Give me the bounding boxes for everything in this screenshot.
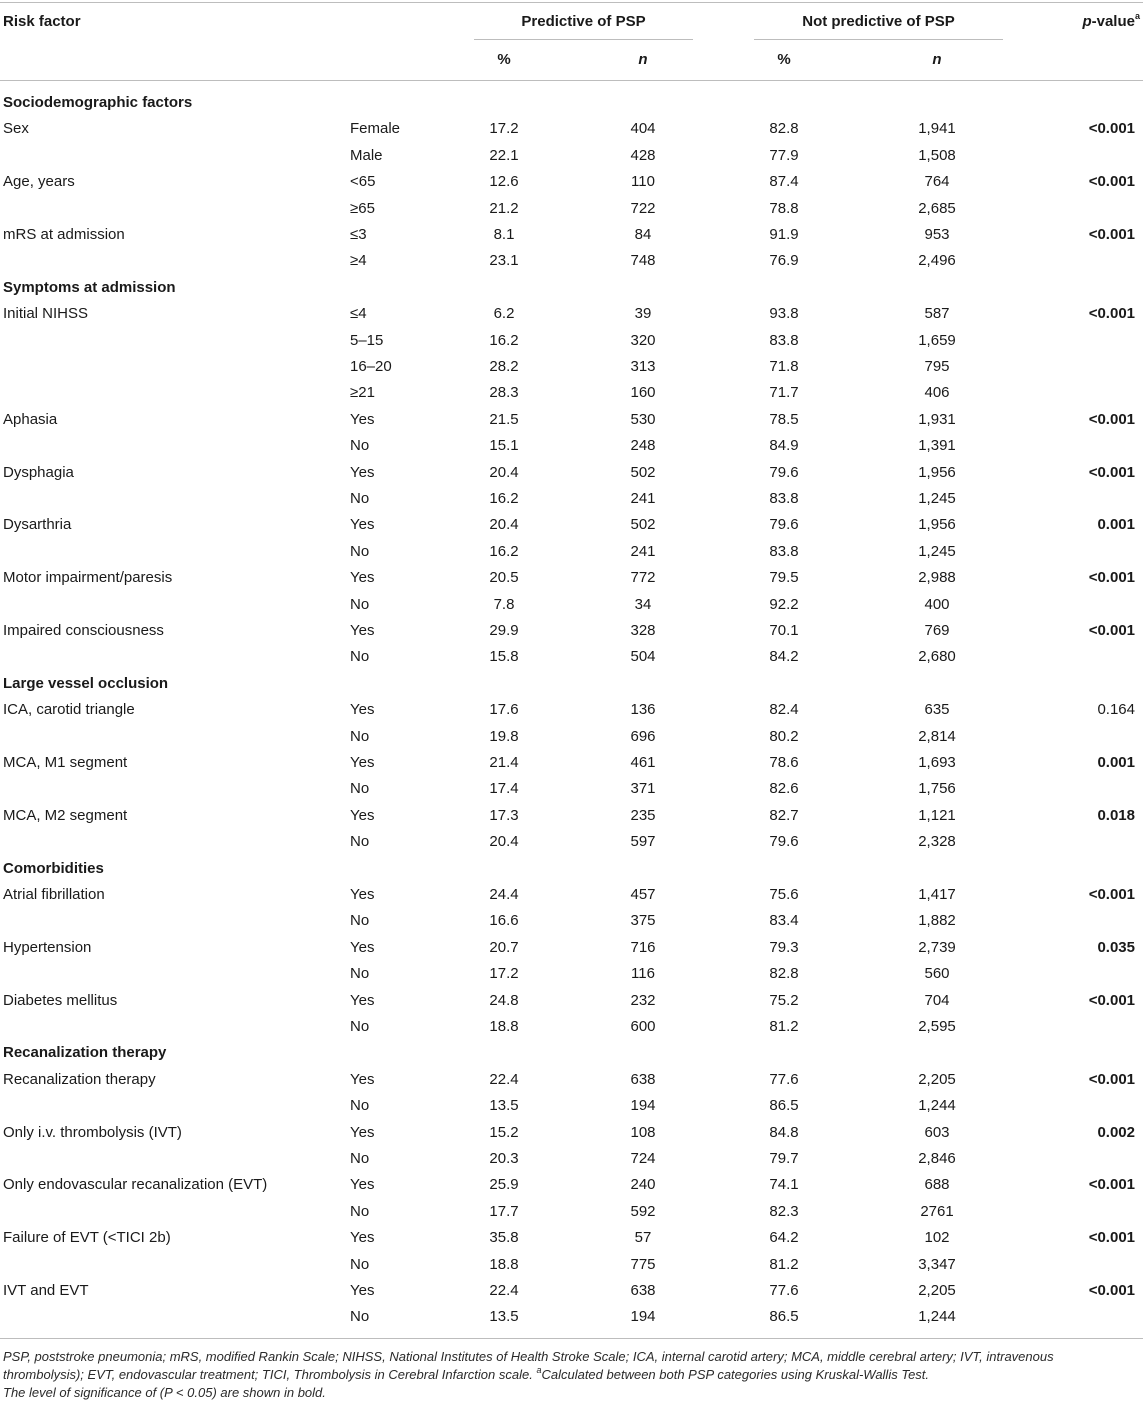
cell-pred-n: 232 [630, 992, 656, 1009]
cell-p: 0.002 [1097, 1124, 1135, 1141]
cell-level: No [350, 1018, 370, 1035]
cell-pred-n: 375 [630, 912, 656, 929]
cell-p: <0.001 [1088, 992, 1135, 1009]
cell-np-n: 2,739 [918, 939, 956, 956]
cell-factor: Failure of EVT (<TICI 2b) [3, 1229, 171, 1246]
cell-np-n: 3,347 [918, 1256, 956, 1273]
cell-np-pct: 79.3 [769, 939, 799, 956]
cell-pred-pct: 22.4 [489, 1071, 519, 1088]
predictive-group-rule [474, 39, 693, 40]
cell-pred-pct: 24.8 [489, 992, 519, 1009]
cell-np-n: 587 [924, 305, 950, 322]
cell-pred-pct: 20.4 [489, 833, 519, 850]
not-predictive-group-rule [754, 39, 1003, 40]
cell-level: No [350, 912, 370, 929]
cell-pred-pct: 28.3 [489, 384, 519, 401]
cell-np-pct: 74.1 [769, 1176, 799, 1193]
cell-np-n: 1,245 [918, 490, 956, 507]
cell-pred-n: 457 [630, 886, 656, 903]
cell-np-pct: 82.6 [769, 780, 799, 797]
cell-np-pct: 79.7 [769, 1150, 799, 1167]
cell-np-n: 1,121 [918, 807, 956, 824]
cell-np-pct: 79.6 [769, 833, 799, 850]
cell-pred-pct: 16.2 [489, 332, 519, 349]
cell-level: Yes [350, 1282, 375, 1299]
cell-pred-pct: 17.2 [489, 965, 519, 982]
cell-pred-n: 110 [631, 173, 655, 190]
cell-np-n: 2,496 [918, 252, 956, 269]
cell-level: Yes [350, 411, 375, 428]
cell-level: Yes [350, 886, 375, 903]
header-risk-factor: Risk factor [3, 13, 81, 30]
cell-pred-n: 241 [630, 490, 656, 507]
cell-p: 0.018 [1097, 807, 1135, 824]
cell-level: Yes [350, 1229, 375, 1246]
top-rule [0, 2, 1143, 3]
cell-factor: Diabetes mellitus [3, 992, 118, 1009]
cell-p: <0.001 [1088, 464, 1135, 481]
cell-level: Yes [350, 622, 375, 639]
cell-np-n: 1,659 [918, 332, 956, 349]
cell-pred-n: 592 [630, 1203, 656, 1220]
cell-pred-pct: 20.5 [489, 569, 519, 586]
cell-pred-pct: 16.2 [489, 543, 519, 560]
cell-pred-pct: 15.1 [489, 437, 519, 454]
cell-np-pct: 83.4 [769, 912, 799, 929]
cell-p: <0.001 [1088, 1071, 1135, 1088]
cell-p: <0.001 [1088, 1229, 1135, 1246]
cell-level: No [350, 437, 370, 454]
cell-np-pct: 77.6 [769, 1282, 799, 1299]
cell-pred-n: 240 [630, 1176, 656, 1193]
cell-np-pct: 77.6 [769, 1071, 799, 1088]
header-pred-pct: % [497, 51, 511, 68]
cell-np-n: 1,931 [918, 411, 956, 428]
cell-np-n: 688 [924, 1176, 950, 1193]
cell-level: Female [350, 120, 401, 137]
cell-np-n: 1,391 [918, 437, 956, 454]
header-not-predictive: Not predictive of PSP [802, 13, 955, 30]
cell-np-n: 1,956 [918, 464, 956, 481]
cell-np-pct: 82.7 [769, 807, 799, 824]
cell-np-n: 1,956 [918, 516, 956, 533]
cell-factor: Age, years [3, 173, 75, 190]
cell-pred-n: 502 [630, 516, 656, 533]
cell-np-n: 560 [924, 965, 950, 982]
cell-level: Yes [350, 464, 375, 481]
cell-np-pct: 82.3 [769, 1203, 799, 1220]
cell-pred-pct: 8.1 [493, 226, 515, 243]
cell-pred-n: 748 [630, 252, 656, 269]
cell-pred-n: 108 [630, 1124, 656, 1141]
cell-factor: MCA, M2 segment [3, 807, 128, 824]
cell-p: <0.001 [1088, 569, 1135, 586]
cell-pred-n: 241 [630, 543, 656, 560]
cell-np-pct: 83.8 [769, 490, 799, 507]
cell-level: ≥21 [350, 384, 375, 401]
cell-pred-n: 320 [630, 332, 656, 349]
cell-pred-pct: 21.4 [489, 754, 519, 771]
cell-np-n: 1,693 [918, 754, 956, 771]
cell-np-pct: 77.9 [769, 147, 799, 164]
cell-level: Yes [350, 516, 375, 533]
cell-np-pct: 81.2 [769, 1018, 799, 1035]
cell-np-n: 635 [924, 701, 950, 718]
cell-np-pct: 78.5 [769, 411, 799, 428]
cell-np-pct: 81.2 [769, 1256, 799, 1273]
cell-np-pct: 71.8 [769, 358, 799, 375]
cell-pred-pct: 17.6 [489, 701, 519, 718]
cell-pred-pct: 15.2 [489, 1124, 519, 1141]
cell-p: 0.164 [1097, 701, 1135, 718]
section-heading: Recanalization therapy [3, 1044, 167, 1061]
cell-level: Yes [350, 992, 375, 1009]
cell-pred-n: 84 [634, 226, 652, 243]
cell-np-n: 2,205 [918, 1071, 956, 1088]
section-heading: Sociodemographic factors [3, 94, 193, 111]
cell-np-n: 400 [924, 596, 950, 613]
cell-pred-n: 136 [630, 701, 656, 718]
cell-pred-pct: 20.4 [489, 464, 519, 481]
cell-level: No [350, 965, 370, 982]
cell-level: No [350, 1150, 370, 1167]
cell-np-n: 1,941 [918, 120, 956, 137]
cell-pred-n: 428 [630, 147, 656, 164]
cell-level: No [350, 648, 370, 665]
cell-pred-pct: 13.5 [489, 1308, 519, 1325]
cell-p: <0.001 [1088, 411, 1135, 428]
cell-p: <0.001 [1088, 226, 1135, 243]
cell-p: 0.001 [1097, 754, 1135, 771]
cell-pred-n: 638 [630, 1071, 656, 1088]
footnote [3, 1348, 1141, 1402]
cell-np-pct: 83.8 [769, 543, 799, 560]
cell-p: <0.001 [1088, 886, 1135, 903]
cell-pred-n: 371 [630, 780, 656, 797]
cell-np-pct: 91.9 [769, 226, 799, 243]
cell-level: Yes [350, 1176, 375, 1193]
cell-np-n: 2761 [920, 1203, 954, 1220]
cell-pred-pct: 20.4 [489, 516, 519, 533]
cell-pred-pct: 29.9 [489, 622, 519, 639]
header-np-n: n [932, 51, 942, 68]
cell-pred-n: 775 [630, 1256, 656, 1273]
cell-np-n: 1,244 [918, 1308, 956, 1325]
cell-np-n: 406 [924, 384, 950, 401]
cell-pred-pct: 17.4 [489, 780, 519, 797]
cell-np-pct: 86.5 [769, 1308, 799, 1325]
cell-np-pct: 78.8 [769, 200, 799, 217]
cell-pred-pct: 12.6 [489, 173, 519, 190]
cell-pred-n: 235 [630, 807, 656, 824]
cell-pred-n: 722 [630, 200, 656, 217]
cell-pred-pct: 19.8 [489, 728, 519, 745]
cell-p: 0.001 [1097, 516, 1135, 533]
cell-np-n: 1,882 [918, 912, 956, 929]
cell-factor: IVT and EVT [3, 1282, 89, 1299]
cell-pred-n: 597 [630, 833, 656, 850]
cell-pred-n: 194 [630, 1308, 656, 1325]
cell-pred-pct: 16.6 [489, 912, 519, 929]
cell-factor: Hypertension [3, 939, 92, 956]
cell-level: No [350, 1256, 370, 1273]
cell-np-pct: 84.9 [769, 437, 799, 454]
cell-level: No [350, 833, 370, 850]
cell-pred-n: 504 [630, 648, 656, 665]
cell-level: <65 [350, 173, 376, 190]
cell-level: ≤4 [350, 305, 367, 322]
cell-np-pct: 83.8 [769, 332, 799, 349]
cell-factor: ICA, carotid triangle [3, 701, 135, 718]
cell-pred-pct: 18.8 [489, 1256, 519, 1273]
cell-np-n: 2,846 [918, 1150, 956, 1167]
cell-pred-n: 34 [634, 596, 652, 613]
footnote-line-3: The level of significance of (P < 0.05) are shown in bold. [3, 1385, 326, 1400]
cell-factor: Only i.v. thrombolysis (IVT) [3, 1124, 182, 1141]
cell-pred-pct: 35.8 [489, 1229, 519, 1246]
cell-np-n: 2,328 [918, 833, 956, 850]
cell-pred-pct: 17.7 [489, 1203, 519, 1220]
cell-pred-n: 600 [630, 1018, 656, 1035]
cell-factor: Aphasia [3, 411, 58, 428]
cell-factor: mRS at admission [3, 226, 125, 243]
cell-np-n: 1,508 [918, 147, 956, 164]
cell-np-n: 2,595 [918, 1018, 956, 1035]
cell-level: Yes [350, 939, 375, 956]
cell-pred-pct: 15.8 [489, 648, 519, 665]
cell-level: 16–20 [350, 358, 392, 375]
cell-pred-n: 116 [631, 965, 655, 982]
cell-pred-n: 724 [630, 1150, 656, 1167]
cell-pred-n: 502 [630, 464, 656, 481]
cell-pred-n: 530 [630, 411, 656, 428]
cell-p: <0.001 [1088, 305, 1135, 322]
cell-level: Yes [350, 807, 375, 824]
cell-p: <0.001 [1088, 622, 1135, 639]
cell-p: <0.001 [1088, 173, 1135, 190]
cell-np-pct: 78.6 [769, 754, 799, 771]
cell-pred-n: 328 [630, 622, 656, 639]
cell-factor: MCA, M1 segment [3, 754, 128, 771]
cell-np-n: 603 [924, 1124, 950, 1141]
cell-level: No [350, 1308, 370, 1325]
cell-level: ≤3 [350, 226, 367, 243]
cell-np-pct: 79.6 [769, 516, 799, 533]
section-heading: Symptoms at admission [3, 279, 176, 296]
cell-factor: Dysphagia [3, 464, 74, 481]
cell-level: Yes [350, 1071, 375, 1088]
cell-np-pct: 82.8 [769, 120, 799, 137]
cell-p: <0.001 [1088, 120, 1135, 137]
cell-np-pct: 82.8 [769, 965, 799, 982]
cell-p: 0.035 [1097, 939, 1135, 956]
cell-level: Yes [350, 754, 375, 771]
cell-pred-pct: 21.5 [489, 411, 519, 428]
cell-level: 5–15 [350, 332, 384, 349]
cell-pred-n: 313 [630, 358, 656, 375]
cell-pred-pct: 17.3 [489, 807, 519, 824]
cell-p: <0.001 [1088, 1282, 1135, 1299]
cell-level: Male [350, 147, 383, 164]
cell-level: Yes [350, 701, 375, 718]
cell-p: <0.001 [1088, 1176, 1135, 1193]
cell-np-n: 2,988 [918, 569, 956, 586]
cell-level: No [350, 1097, 370, 1114]
cell-pred-pct: 21.2 [489, 200, 519, 217]
cell-level: Yes [350, 569, 375, 586]
cell-pred-n: 39 [634, 305, 652, 322]
section-heading: Large vessel occlusion [3, 675, 169, 692]
cell-pred-pct: 23.1 [489, 252, 519, 269]
header-np-pct: % [777, 51, 791, 68]
cell-np-pct: 92.2 [769, 596, 799, 613]
footnote-line-1: PSP, poststroke pneumonia; mRS, modified Rankin Scale; NIHSS, National Institutes of Health Stroke Scale; ICA, internal carotid artery; MCA, middle cerebral artery; IVT, intravenous [3, 1349, 1054, 1364]
cell-pred-n: 461 [630, 754, 656, 771]
cell-level: No [350, 490, 370, 507]
cell-np-n: 2,814 [918, 728, 956, 745]
cell-np-pct: 76.9 [769, 252, 799, 269]
cell-factor: Motor impairment/paresis [3, 569, 173, 586]
cell-level: No [350, 596, 370, 613]
cell-pred-n: 194 [630, 1097, 656, 1114]
cell-np-n: 1,245 [918, 543, 956, 560]
cell-np-n: 2,205 [918, 1282, 956, 1299]
cell-np-pct: 80.2 [769, 728, 799, 745]
cell-level: No [350, 543, 370, 560]
cell-np-pct: 75.2 [769, 992, 799, 1009]
cell-pred-pct: 22.1 [489, 147, 519, 164]
cell-np-n: 764 [924, 173, 950, 190]
cell-np-pct: 79.6 [769, 464, 799, 481]
cell-np-n: 1,417 [918, 886, 956, 903]
cell-np-n: 704 [924, 992, 950, 1009]
cell-pred-pct: 28.2 [489, 358, 519, 375]
cell-pred-pct: 25.9 [489, 1176, 519, 1193]
cell-pred-pct: 6.2 [493, 305, 515, 322]
cell-pred-pct: 17.2 [489, 120, 519, 137]
cell-factor: Sex [3, 120, 29, 137]
table-bottom-rule [0, 1338, 1143, 1339]
cell-pred-n: 638 [630, 1282, 656, 1299]
cell-np-pct: 86.5 [769, 1097, 799, 1114]
footnote-line-2: thrombolysis); EVT, endovascular treatment; TICI, Thrombolysis in Cerebral Infarction scale. $^a$Calculated between both PSP categories using Kruskal-Wallis Test. [3, 1364, 930, 1382]
cell-np-pct: 79.5 [769, 569, 799, 586]
cell-np-n: 769 [924, 622, 950, 639]
cell-pred-n: 57 [634, 1229, 652, 1246]
cell-pred-n: 696 [630, 728, 656, 745]
cell-pred-n: 160 [630, 384, 656, 401]
cell-level: Yes [350, 1124, 375, 1141]
cell-pred-n: 248 [630, 437, 656, 454]
cell-pred-pct: 16.2 [489, 490, 519, 507]
cell-np-n: 2,685 [918, 200, 956, 217]
cell-pred-pct: 24.4 [489, 886, 519, 903]
cell-pred-n: 404 [630, 120, 656, 137]
section-heading: Comorbidities [3, 860, 104, 877]
cell-level: No [350, 728, 370, 745]
cell-np-n: 795 [924, 358, 950, 375]
cell-np-pct: 93.8 [769, 305, 799, 322]
cell-np-pct: 87.4 [769, 173, 799, 190]
cell-factor: Dysarthria [3, 516, 72, 533]
cell-level: No [350, 1203, 370, 1220]
header-pred-n: n [638, 51, 648, 68]
cell-pred-n: 772 [630, 569, 656, 586]
cell-np-n: 2,680 [918, 648, 956, 665]
cell-level: No [350, 780, 370, 797]
cell-np-pct: 82.4 [769, 701, 799, 718]
header-p-value: p-value$^a$ [1082, 11, 1140, 30]
cell-np-pct: 84.8 [769, 1124, 799, 1141]
cell-pred-pct: 20.7 [489, 939, 519, 956]
cell-np-n: 1,244 [918, 1097, 956, 1114]
cell-level: ≥65 [350, 200, 375, 217]
cell-factor: Recanalization therapy [3, 1071, 156, 1088]
cell-np-n: 1,756 [918, 780, 956, 797]
cell-pred-pct: 7.8 [493, 596, 515, 613]
cell-np-pct: 71.7 [769, 384, 799, 401]
cell-np-pct: 70.1 [769, 622, 799, 639]
cell-np-n: 953 [924, 226, 950, 243]
cell-factor: Impaired consciousness [3, 622, 164, 639]
cell-pred-pct: 22.4 [489, 1282, 519, 1299]
cell-factor: Atrial fibrillation [3, 886, 105, 903]
cell-factor: Initial NIHSS [3, 305, 89, 322]
cell-factor: Only endovascular recanalization (EVT) [3, 1176, 268, 1193]
cell-level: ≥4 [350, 252, 367, 269]
cell-np-n: 102 [924, 1229, 950, 1246]
cell-pred-pct: 18.8 [489, 1018, 519, 1035]
cell-np-pct: 84.2 [769, 648, 799, 665]
cell-pred-n: 716 [630, 939, 656, 956]
cell-np-pct: 75.6 [769, 886, 799, 903]
cell-np-pct: 64.2 [769, 1229, 799, 1246]
header-predictive: Predictive of PSP [521, 13, 646, 30]
cell-pred-pct: 20.3 [489, 1150, 519, 1167]
header-bottom-rule [0, 80, 1143, 81]
cell-pred-pct: 13.5 [489, 1097, 519, 1114]
